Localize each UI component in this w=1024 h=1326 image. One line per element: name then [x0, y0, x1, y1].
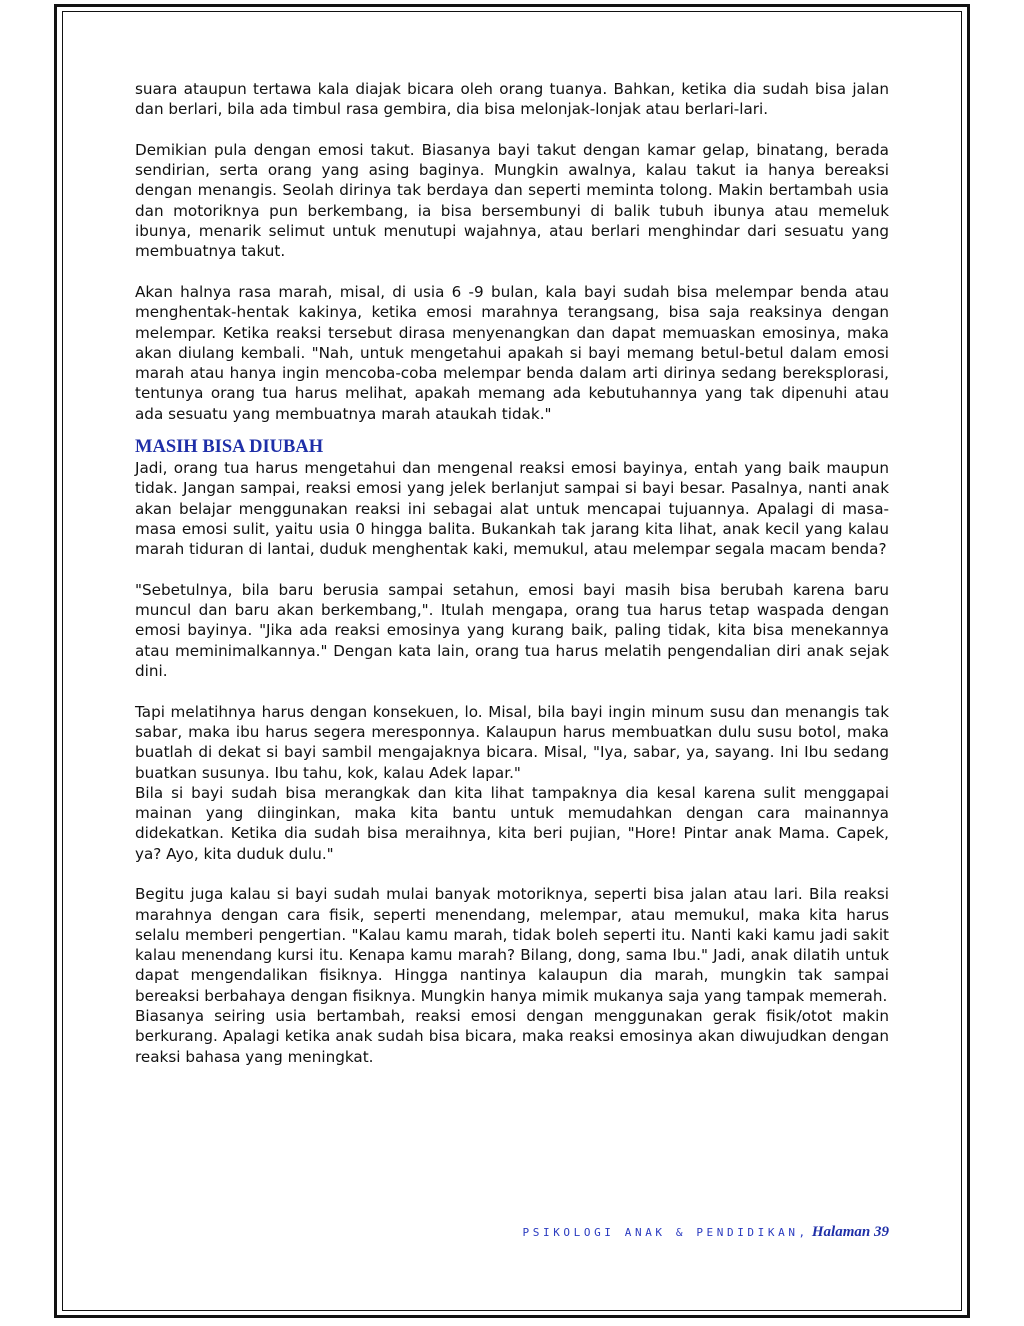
paragraph: Tapi melatihnya harus dengan konsekuen, lo. Misal, bila bayi ingin minum susu dan menangis tak sabar, maka ibu harus segera meresponnya. Kalaupun harus membuatkan dulu susu botol, maka buatlah di dekat si bayi sambil mengajaknya bicara. Misal, "Iya, sabar, ya, sayang. Ini Ibu sedang buatkan susunya. Ibu tahu, kok, kalau Adek lapar." — [135, 702, 889, 782]
footer-page-number: Halaman 39 — [811, 1224, 889, 1240]
section-heading: MASIH BISA DIUBAH — [135, 437, 324, 458]
page-footer — [523, 1224, 889, 1241]
paragraph: suara ataupun tertawa kala diajak bicara oleh orang tuanya. Bahkan, ketika dia sudah bisa jalan dan berlari, bila ada timbul rasa gembira, dia bisa melonjak-lonjak atau berlari-lari. — [135, 80, 889, 119]
paragraph: Biasanya seiring usia bertambah, reaksi emosi dengan menggunakan gerak fisik/otot makin berkurang. Apalagi ketika anak sudah bisa bicara, maka reaksi emosinya akan diwujudkan dengan reaksi bahasa yang meningkat. — [135, 1007, 889, 1066]
paragraph: Demikian pula dengan emosi takut. Biasanya bayi takut dengan kamar gelap, binatang, berada sendirian, serta orang yang asing baginya. Mungkin awalnya, kalau takut ia hanya bereaksi dengan menangis. Seolah dirinya tak berdaya dan seperti meminta tolong. Makin bertambah usia dan motoriknya pun berkembang, ia bisa bersembunyi di balik tubuh ibunya atau memeluk ibunya, menarik selimut untuk menutupi wajahnya, atau berlari menghindar dari sesuatu yang membuatnya takut. — [135, 140, 889, 261]
paragraph: Begitu juga kalau si bayi sudah mulai banyak motoriknya, seperti bisa jalan atau lari. Bila reaksi marahnya dengan cara fisik, seperti menendang, melempar, atau memukul, maka kita harus selalu memberi pengertian. "Kalau kamu marah, tidak boleh seperti itu. Nanti kaki kamu jadi sakit kalau menendang kursi itu. Kenapa kamu marah? Bilang, dong, sama Ibu." Jadi, anak dilatih untuk dapat mengendalikan fisiknya. Hingga nantinya kalaupun dia marah, mungkin tak sampai bereaksi berbahaya dengan fisiknya. Mungkin hanya mimik mukanya saja yang tampak memerah. — [135, 885, 889, 1005]
paragraph: Jadi, orang tua harus mengetahui dan mengenal reaksi emosi bayinya, entah yang baik maupun tidak. Jangan sampai, reaksi emosi yang jelek berlanjut sampai si bayi besar. Pasalnya, nanti anak akan belajar menggunakan reaksi ini sebagai alat untuk mencapai tujuannya. Apalagi di masa-masa emosi sulit, yaitu usia 0 hingga balita. Bukankah tak jarang kita lihat, anak kecil yang kalau marah tiduran di lantai, duduk menghentak kaki, memukul, atau melempar segala macam benda? — [135, 459, 889, 559]
footer-book-title: PSIKOLOGI ANAK & PENDIDIKAN, — [522, 1226, 809, 1239]
paragraph: Bila si bayi sudah bisa merangkak dan kita lihat tampaknya dia kesal karena sulit menggapai mainan yang diinginkan, maka kita bantu untuk memudahkan dengan cara mainannya didekatkan. Ketika dia sudah bisa meraihnya, kita beri pujian, "Hore! Pintar anak Mama. Capek, ya? Ayo, kita duduk dulu." — [135, 783, 889, 863]
document-body — [135, 79, 889, 1067]
paragraph: "Sebetulnya, bila baru berusia sampai setahun, emosi bayi masih bisa berubah karena baru muncul dan baru akan berkembang,". Itulah mengapa, orang tua harus tetap waspada dengan emosi bayinya. "Jika ada reaksi emosinya yang kurang baik, paling tidak, kita bisa menekannya atau meminimalkannya." Dengan kata lain, orang tua harus melatih pengendalian diri anak sejak dini. — [135, 580, 889, 681]
paragraph: Akan halnya rasa marah, misal, di usia 6 -9 bulan, kala bayi sudah bisa melempar benda atau menghentak-hentak kakinya, ketika emosi marahnya terangsang, bisa saja reaksinya dengan melempar. Ketika reaksi tersebut dirasa menyenangkan dan dapat memuaskan emosinya, maka akan diulang kembali. "Nah, untuk mengetahui apakah si bayi memang betul-betul dalam emosi marah atau hanya ingin mencoba-coba melempar benda dalam arti dirinya sedang bereksplorasi, tentunya orang tua harus melihat, apakah memang ada kebutuhannya yang tak dipenuhi atau ada sesuatu yang membuatnya marah ataukah tidak." — [135, 282, 889, 423]
